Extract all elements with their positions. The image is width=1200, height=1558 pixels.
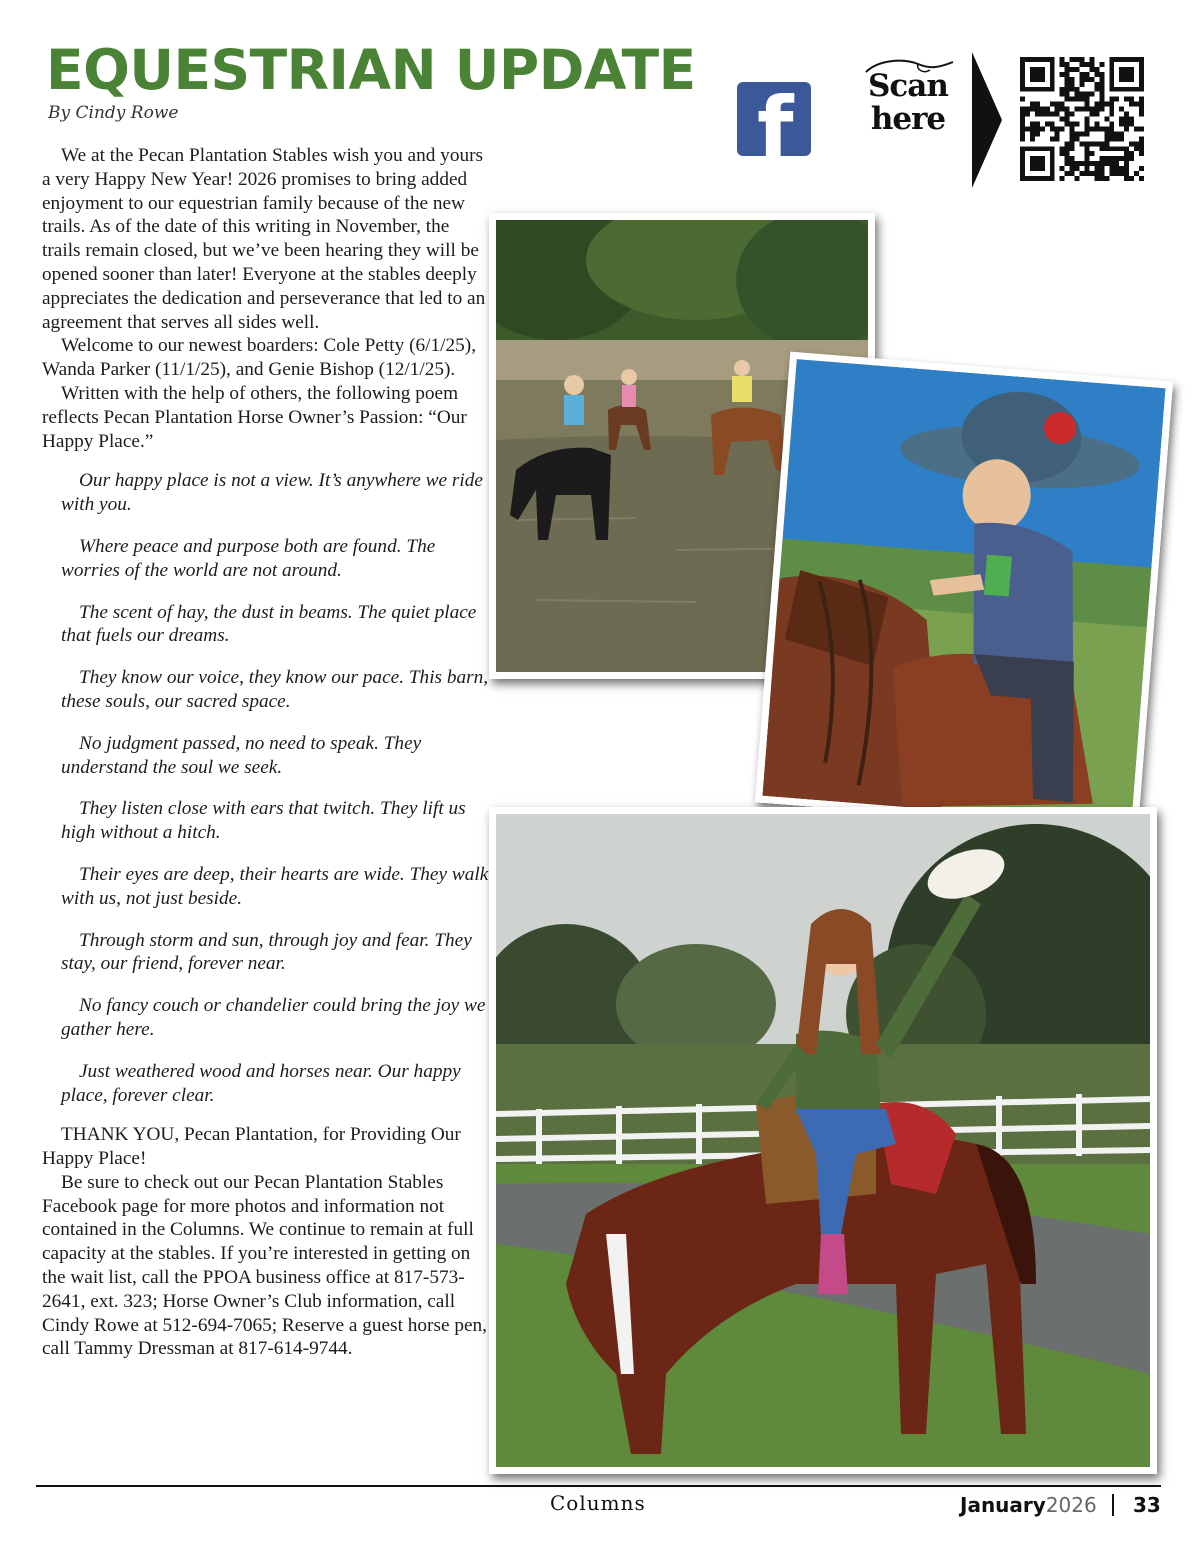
paragraph-contact: Be sure to check out our Pecan Plantation Stables Facebook page for more photos and information not contained in the Columns. We continue to remain at full capacity at the stables. If you’re interested in getting on the wait list, call the PPOA business office at 817-573-2641, ext. 323; Horse Owner’s Club information, call Cindy Rowe at 512-694-7065; Reserve a guest horse pen, call Tammy Dressman at 817-614-9744.: [42, 1171, 487, 1360]
poem-stanza: Through storm and sun, through joy and fear. They stay, our friend, forever near.: [61, 929, 472, 975]
scan-here-label: Scan here: [858, 70, 958, 136]
facebook-icon[interactable]: f: [737, 82, 811, 156]
page-title: EQUESTRIAN UPDATE: [46, 38, 696, 102]
footer-publication: Columns: [550, 1491, 646, 1515]
poem-stanza: The scent of hay, the dust in beams. The quiet place that fuels our dreams.: [61, 601, 477, 647]
poem-stanza: Our happy place is not a view. It’s anywhere we ride with you.: [61, 470, 483, 516]
paragraph-poem-intro: Written with the help of others, the following poem reflects Pecan Plantation Horse Owner’s Passion: “Our Happy Place.”: [42, 382, 467, 452]
poem-stanza: They know our voice, they know our pace. This barn, these souls, our sacred space.: [61, 667, 489, 712]
page-number: 33: [1133, 1493, 1161, 1517]
qr-code[interactable]: [1020, 57, 1144, 181]
paragraph-intro: We at the Pecan Plantation Stables wish you and yours a very Happy New Year! 2026 promises to bring added enjoyment to our equestrian family because of the new trails. As of the date of this writing in November, the trails remain closed, but we’ve been hearing they will be opened sooner than later! Everyone at the stables deeply appreciates the dedication and perseverance that led to an agreement that serves all sides well.: [42, 145, 486, 333]
poem-stanza: No fancy couch or chandelier could bring the joy we gather here.: [61, 995, 486, 1040]
lasso-icon: [858, 58, 958, 78]
poem-stanza: No judgment passed, no need to speak. They understand the soul we seek.: [61, 732, 422, 778]
footer-separator: [1112, 1494, 1114, 1516]
poem-stanza: Their eyes are deep, their hearts are wide. They walk with us, not just beside.: [61, 863, 489, 909]
poem: [42, 469, 490, 1107]
poem-stanza: Just weathered wood and horses near. Our happy place, forever clear.: [61, 1060, 461, 1106]
footer-rule: [36, 1485, 1161, 1487]
poem-stanza: They listen close with ears that twitch. They lift us high without a hitch.: [61, 798, 466, 844]
photo-child-saddle: [755, 352, 1173, 833]
footer-date: January2026: [960, 1493, 1097, 1517]
paragraph-boarders: Welcome to our newest boarders: Cole Petty (6/1/25), Wanda Parker (11/1/25), and Genie Bishop (12/1/25).: [42, 335, 477, 381]
arrow-right-icon: [972, 52, 1002, 188]
poem-stanza: Where peace and purpose both are found. The worries of the world are not around.: [61, 535, 436, 581]
article-body: [42, 144, 490, 1361]
photo-rider-waving-hat: [489, 807, 1157, 1474]
byline: By Cindy Rowe: [48, 103, 179, 123]
paragraph-thank-you: THANK YOU, Pecan Plantation, for Providing Our Happy Place!: [42, 1124, 461, 1170]
